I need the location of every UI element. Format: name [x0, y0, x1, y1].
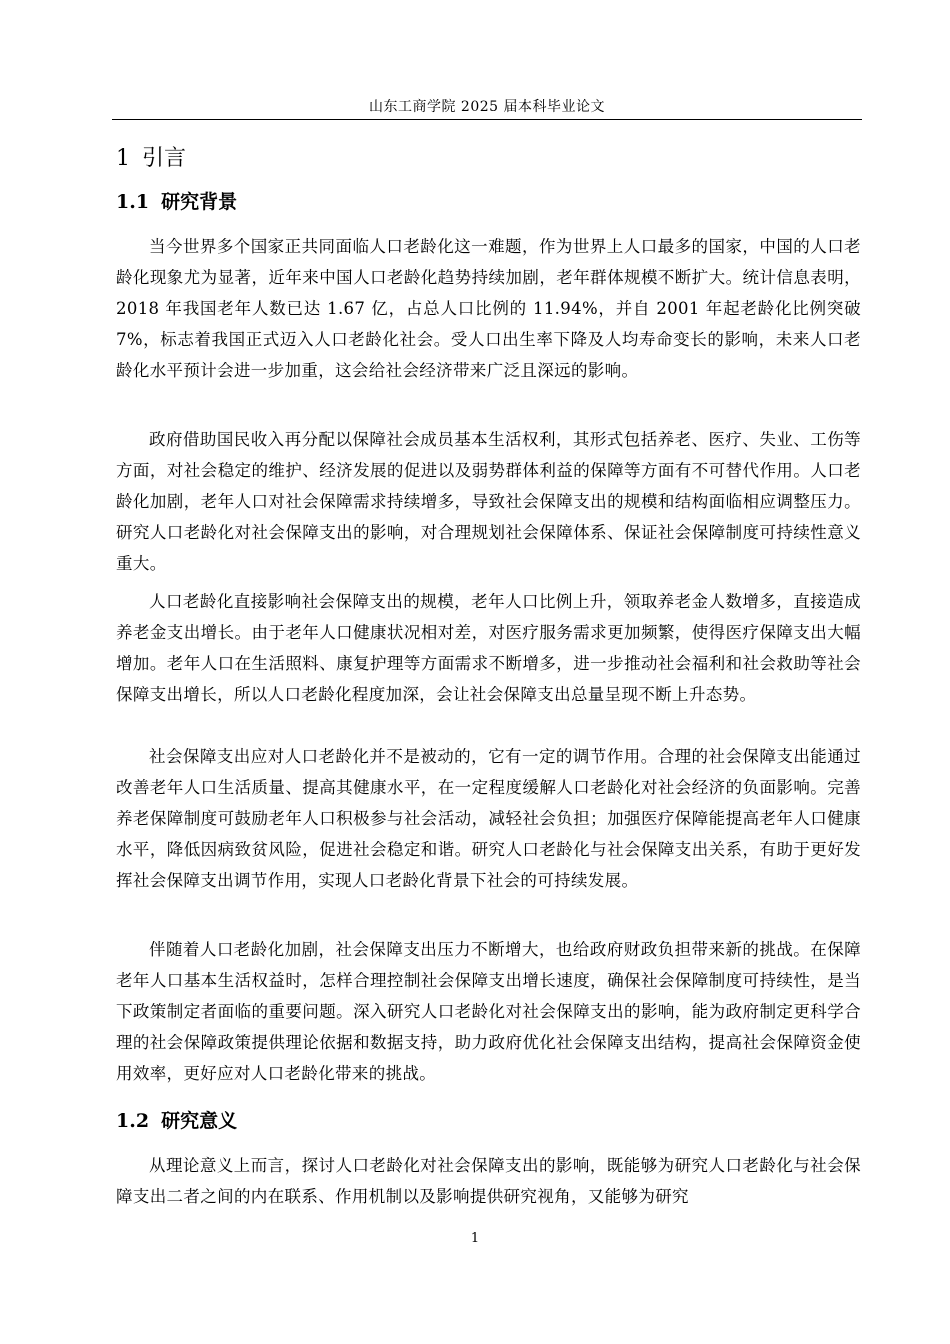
body-paragraph: 政府借助国民收入再分配以保障社会成员基本生活权利，其形式包括养老、医疗、失业、工伤等方面，对社会稳定的维护、经济发展的促进以及弱势群体利益的保障等方面有不可替代作用。人口老龄化加剧，老年人口对社会保障需求持续增多，导致社会保障支出的规模和结构面临相应调整压力。研究人口老龄化对社会保障支出的影响，对合理规划社会保障体系、保证社会保障制度可持续性意义重大。: [116, 430, 861, 573]
page-number: 1: [470, 1231, 480, 1246]
body-paragraph: 人口老龄化直接影响社会保障支出的规模，老年人口比例上升，领取养老金人数增多，直接造成养老金支出增长。由于老年人口健康状况相对差，对医疗服务需求更加频繁，使得医疗保障支出大幅增加。老年人口在生活照料、康复护理等方面需求不断增多，进一步推动社会福利和社会救助等社会保障支出增长，所以人口老龄化程度加深，会让社会保障支出总量呈现不断上升态势。: [116, 592, 861, 704]
body-paragraph: 伴随着人口老龄化加剧，社会保障支出压力不断增大，也给政府财政负担带来新的挑战。在保障老年人口基本生活权益时，怎样合理控制社会保障支出增长速度，确保社会保障制度可持续性，是当下政策制定者面临的重要问题。深入研究人口老龄化对社会保障支出的影响，能为政府制定更科学合理的社会保障政策提供理论依据和数据支持，助力政府优化社会保障支出结构，提高社会保障资金使用效率，更好应对人口老龄化带来的挑战。: [116, 940, 861, 1083]
section-title: 研究背景: [161, 191, 238, 213]
body-paragraph: 社会保障支出应对人口老龄化并不是被动的，它有一定的调节作用。合理的社会保障支出能通过改善老年人口生活质量、提高其健康水平，在一定程度缓解人口老龄化对社会经济的负面影响。完善养老保障制度可鼓励老年人口积极参与社会活动，减轻社会负担；加强医疗保障能提高老年人口健康水平，降低因病致贫风险，促进社会稳定和谐。研究人口老龄化与社会保障支出关系，有助于更好发挥社会保障支出调节作用，实现人口老龄化背景下社会的可持续发展。: [116, 747, 861, 890]
chapter-number: 1: [116, 146, 130, 171]
section-heading: [116, 1107, 237, 1135]
body-paragraph: 当今世界多个国家正共同面临人口老龄化这一难题，作为世界上人口最多的国家，中国的人口老龄化现象尤为显著，近年来中国人口老龄化趋势持续加剧，老年群体规模不断扩大。统计信息表明，2018 年我国老年人数已达 1.67 亿，占总人口比例的 11.94%，并自 2001 年起老龄化比例突破 7%，标志着我国正式迈入人口老龄化社会。受人口出生率下降及人均寿命变长的影响，未来人口老龄化水平预计会进一步加重，这会给社会经济带来广泛且深远的影响。: [116, 237, 861, 380]
chapter-title: 引言: [142, 146, 187, 171]
section-heading: [116, 188, 237, 216]
section-title: 研究意义: [161, 1110, 238, 1132]
body-paragraph: 从理论意义上而言，探讨人口老龄化对社会保障支出的影响，既能够为研究人口老龄化与社会保障支出二者之间的内在联系、作用机制以及影响提供研究视角，又能够为研究: [116, 1156, 861, 1206]
section-number: 1.1: [116, 191, 150, 213]
running-header: 山东工商学院 2025 届本科毕业论文: [368, 99, 606, 115]
header-rule: [112, 119, 862, 120]
section-number: 1.2: [116, 1110, 150, 1132]
chapter-heading: [116, 144, 186, 174]
